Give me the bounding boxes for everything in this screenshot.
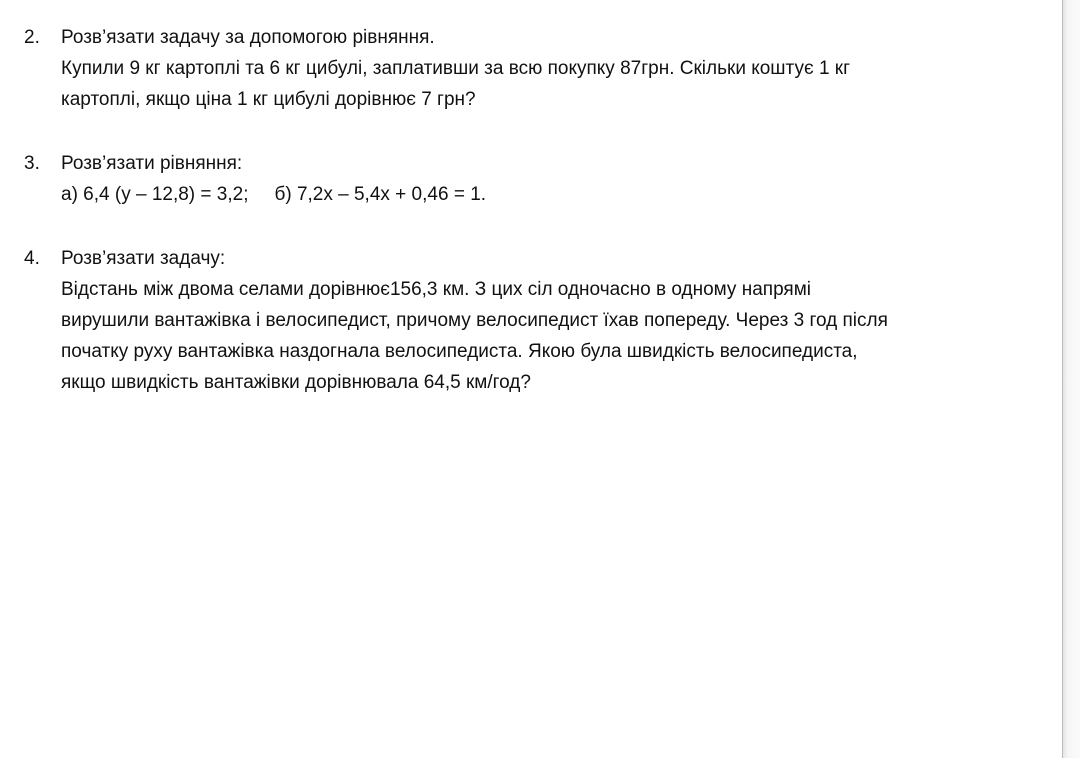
equation-b: б) 7,2х – 5,4х + 0,46 = 1. <box>274 184 487 205</box>
task-number: 2. <box>24 27 40 48</box>
task-2 <box>24 22 1004 115</box>
task-3 <box>24 148 1004 210</box>
task-heading: Розв’язати задачу: <box>61 248 226 269</box>
task-number: 4. <box>24 248 40 269</box>
task-4 <box>24 243 1004 398</box>
task-text-line: початку руху вантажівка наздогнала велосипедиста. Якою була швидкість велосипедиста, <box>61 341 858 362</box>
task-number: 3. <box>24 153 40 174</box>
task-heading: Розв’язати рівняння: <box>61 153 243 174</box>
task-text-line: картоплі, якщо ціна 1 кг цибулі дорівнює 7 грн? <box>61 89 476 110</box>
task-heading: Розв’язати задачу за допомогою рівняння. <box>61 27 435 48</box>
task-text-line: Відстань між двома селами дорівнює156,3 км. З цих сіл одночасно в одному напрямі <box>61 279 811 300</box>
task-text-line: якщо швидкість вантажівки дорівнювала 64,5 км/год? <box>61 372 531 393</box>
equation-a: а) 6,4 (у – 12,8) = 3,2; <box>61 184 249 205</box>
task-text-line: Купили 9 кг картоплі та 6 кг цибулі, заплативши за всю покупку 87грн. Скільки коштує 1 кг <box>61 58 851 79</box>
task-text-line: вирушили вантажівка і велосипедист, причому велосипедист їхав попереду. Через 3 год після <box>61 310 888 331</box>
page-edge-shadow <box>1062 0 1080 758</box>
task-body <box>61 148 1004 210</box>
task-body <box>61 22 1004 115</box>
task-body <box>61 243 1004 398</box>
equations-line <box>61 179 1004 210</box>
